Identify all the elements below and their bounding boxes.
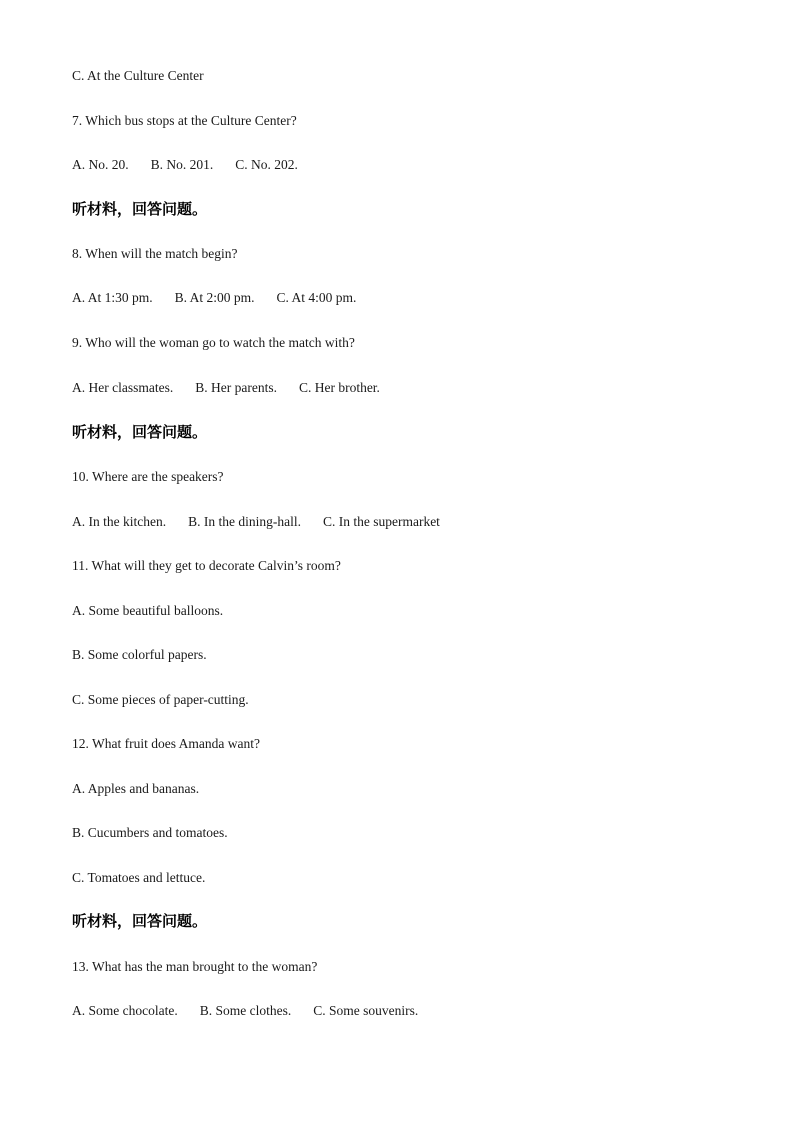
question-8: 8. When will the match begin? [72,246,238,261]
question-9: 9. Who will the woman go to watch the match with? [72,335,355,350]
q7-option-b: B. No. 201. [150,157,214,172]
q10-option-b: B. In the dining-hall. [188,514,301,529]
q11-option-b: B. Some colorful papers. [72,647,207,662]
q10-option-a: A. In the kitchen. [72,514,167,529]
q8-option-b: B. At 2:00 pm. [174,290,255,305]
q9-option-c: C. Her brother. [298,380,380,395]
q11-option-c: C. Some pieces of paper-cutting. [72,692,249,707]
q12-option-b: B. Cucumbers and tomatoes. [72,825,228,840]
q7-option-a: A. No. 20. [72,157,129,172]
question-7: 7. Which bus stops at the Culture Center? [72,113,297,128]
q10-option-c: C. In the supermarket [322,514,440,529]
q13-option-a: A. Some chocolate. [72,1003,178,1018]
question-12: 12. What fruit does Amanda want? [72,736,260,751]
q13-option-c: C. Some souvenirs. [313,1003,419,1018]
q7-option-c: C. No. 202. [235,157,298,172]
q13-option-b: B. Some clothes. [199,1003,292,1018]
question-11: 11. What will they get to decorate Calvin’s room? [72,558,341,573]
section-heading-1: 听材料，回答问题。 [72,200,208,218]
question-10: 10. Where are the speakers? [72,469,224,484]
question-13-options [72,1002,418,1020]
q12-option-a: A. Apples and bananas. [72,781,200,796]
question-13: 13. What has the man brought to the woman? [72,959,318,974]
q12-option-c: C. Tomatoes and lettuce. [72,870,206,885]
section-heading-3: 听材料，回答问题。 [72,912,208,930]
question-10-options [72,513,440,531]
question-9-options [72,379,380,397]
question-8-options [72,289,356,307]
section-heading-2: 听材料，回答问题。 [72,423,208,441]
q8-option-a: A. At 1:30 pm. [72,290,153,305]
q8-option-c: C. At 4:00 pm. [276,290,357,305]
q11-option-a: A. Some beautiful balloons. [72,603,224,618]
q9-option-b: B. Her parents. [195,380,277,395]
question-7-options [72,156,298,174]
q9-option-a: A. Her classmates. [72,380,174,395]
q6-option-c: C. At the Culture Center [72,68,204,83]
